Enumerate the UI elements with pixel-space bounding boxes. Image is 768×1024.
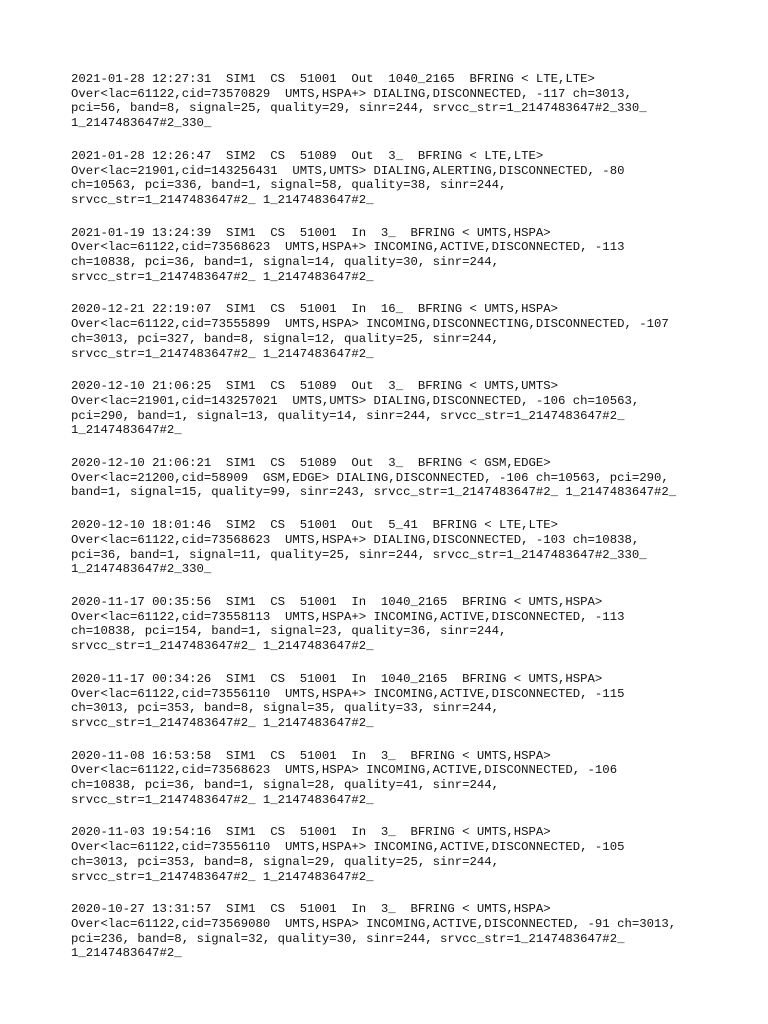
log-line: Over<lac=21901,cid=143256431 UMTS,UMTS> DIALING,ALERTING,DISCONNECTED, -80 <box>71 163 625 178</box>
log-line: Over<lac=61122,cid=73568623 UMTS,HSPA> INCOMING,ACTIVE,DISCONNECTED, -106 <box>71 763 618 778</box>
log-line: 2020-11-03 19:54:16 SIM1 CS 51001 In 3_ BFRING < UMTS,HSPA> <box>71 825 551 840</box>
log-line: Over<lac=61122,cid=73568623 UMTS,HSPA+> DIALING,DISCONNECTED, -103 ch=10838, <box>71 532 640 547</box>
log-line: pci=290, band=1, signal=13, quality=14, sinr=244, srvcc_str=1_2147483647#2_ <box>71 408 625 423</box>
log-line: srvcc_str=1_2147483647#2_ 1_2147483647#2_ <box>71 869 374 884</box>
log-line: ch=3013, pci=353, band=8, signal=35, quality=33, sinr=244, <box>71 701 500 716</box>
log-entry <box>71 672 761 731</box>
log-entry <box>71 825 761 884</box>
log-entry <box>71 302 761 361</box>
log-line: ch=3013, pci=353, band=8, signal=29, quality=25, sinr=244, <box>71 854 500 869</box>
log-line: pci=56, band=8, signal=25, quality=29, sinr=244, srvcc_str=1_2147483647#2_330_ <box>71 101 647 116</box>
log-line: Over<lac=61122,cid=73556110 UMTS,HSPA+> INCOMING,ACTIVE,DISCONNECTED, -105 <box>71 840 625 855</box>
log-line: Over<lac=61122,cid=73556110 UMTS,HSPA+> INCOMING,ACTIVE,DISCONNECTED, -115 <box>71 686 625 701</box>
log-entry <box>71 149 761 208</box>
log-line: band=1, signal=15, quality=99, sinr=243, srvcc_str=1_2147483647#2_ 1_2147483647#2_ <box>71 485 677 500</box>
log-line: srvcc_str=1_2147483647#2_ 1_2147483647#2_ <box>71 346 374 361</box>
log-line: ch=10838, pci=36, band=1, signal=14, quality=30, sinr=244, <box>71 255 500 270</box>
log-line: 2020-11-17 00:35:56 SIM1 CS 51001 In 1040_2165 BFRING < UMTS,HSPA> <box>71 594 603 609</box>
log-entry <box>71 595 761 654</box>
log-line: 1_2147483647#2_ <box>71 423 182 438</box>
log-line: Over<lac=21200,cid=58909 GSM,EDGE> DIALING,DISCONNECTED, -106 ch=10563, pci=290, <box>71 470 669 485</box>
log-line: 2020-12-10 18:01:46 SIM2 CS 51001 Out 5_41 BFRING < LTE,LTE> <box>71 518 559 533</box>
log-line: Over<lac=61122,cid=73568623 UMTS,HSPA+> INCOMING,ACTIVE,DISCONNECTED, -113 <box>71 240 625 255</box>
log-line: Over<lac=61122,cid=73570829 UMTS,HSPA+> DIALING,DISCONNECTED, -117 ch=3013, <box>71 86 632 101</box>
log-line: 2021-01-28 12:27:31 SIM1 CS 51001 Out 1040_2165 BFRING < LTE,LTE> <box>71 72 595 86</box>
log-line: srvcc_str=1_2147483647#2_ 1_2147483647#2_ <box>71 192 374 207</box>
log-line: 2020-12-10 21:06:25 SIM1 CS 51089 Out 3_ BFRING < UMTS,UMTS> <box>71 379 559 394</box>
log-entry <box>71 749 761 808</box>
log-line: 1_2147483647#2_330_ <box>71 116 212 131</box>
log-line: Over<lac=61122,cid=73569080 UMTS,HSPA> INCOMING,ACTIVE,DISCONNECTED, -91 ch=3013, <box>71 916 677 931</box>
log-line: srvcc_str=1_2147483647#2_ 1_2147483647#2_ <box>71 269 374 284</box>
log-line: srvcc_str=1_2147483647#2_ 1_2147483647#2_ <box>71 792 374 807</box>
log-entry <box>71 72 761 131</box>
log-line: pci=36, band=1, signal=11, quality=25, sinr=244, srvcc_str=1_2147483647#2_330_ <box>71 547 647 562</box>
log-entry <box>71 379 761 438</box>
log-entry <box>71 902 761 961</box>
log-line: Over<lac=21901,cid=143257021 UMTS,UMTS> DIALING,DISCONNECTED, -106 ch=10563, <box>71 393 640 408</box>
log-line: 2020-12-10 21:06:21 SIM1 CS 51089 Out 3_ BFRING < GSM,EDGE> <box>71 456 551 471</box>
call-log-document <box>71 72 761 979</box>
log-entry <box>71 456 761 500</box>
log-line: ch=10838, pci=36, band=1, signal=28, quality=41, sinr=244, <box>71 778 500 793</box>
log-line: ch=10838, pci=154, band=1, signal=23, quality=36, sinr=244, <box>71 624 507 639</box>
log-line: srvcc_str=1_2147483647#2_ 1_2147483647#2_ <box>71 715 374 730</box>
log-entry <box>71 518 761 577</box>
log-line: Over<lac=61122,cid=73555899 UMTS,HSPA> INCOMING,DISCONNECTING,DISCONNECTED, -107 <box>71 317 669 332</box>
log-line: 2020-12-21 22:19:07 SIM1 CS 51001 In 16_ BFRING < UMTS,HSPA> <box>71 302 559 317</box>
log-line: Over<lac=61122,cid=73558113 UMTS,HSPA+> INCOMING,ACTIVE,DISCONNECTED, -113 <box>71 609 625 624</box>
log-line: ch=3013, pci=327, band=8, signal=12, quality=25, sinr=244, <box>71 331 500 346</box>
log-entry <box>71 226 761 285</box>
log-line: 1_2147483647#2_ <box>71 946 182 961</box>
log-line: 2020-10-27 13:31:57 SIM1 CS 51001 In 3_ BFRING < UMTS,HSPA> <box>71 902 551 917</box>
log-line: 2021-01-19 13:24:39 SIM1 CS 51001 In 3_ BFRING < UMTS,HSPA> <box>71 225 551 240</box>
log-line: 2020-11-17 00:34:26 SIM1 CS 51001 In 1040_2165 BFRING < UMTS,HSPA> <box>71 671 603 686</box>
log-line: srvcc_str=1_2147483647#2_ 1_2147483647#2_ <box>71 639 374 654</box>
log-line: 2021-01-28 12:26:47 SIM2 CS 51089 Out 3_ BFRING < LTE,LTE> <box>71 148 544 163</box>
log-line: 2020-11-08 16:53:58 SIM1 CS 51001 In 3_ BFRING < UMTS,HSPA> <box>71 748 551 763</box>
log-line: 1_2147483647#2_330_ <box>71 562 212 577</box>
log-line: pci=236, band=8, signal=32, quality=30, sinr=244, srvcc_str=1_2147483647#2_ <box>71 931 625 946</box>
log-line: ch=10563, pci=336, band=1, signal=58, quality=38, sinr=244, <box>71 178 507 193</box>
